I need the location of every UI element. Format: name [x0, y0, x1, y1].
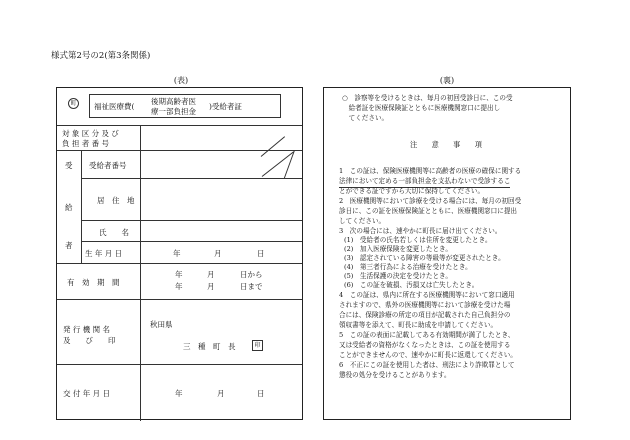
note-line-8: (1) 受給者の氏名若しくは住所を変更したとき。 [344, 236, 492, 244]
issuer-prefecture: 秋田県 [150, 320, 173, 329]
issue-date-label: 交 付 年 月 日 [63, 389, 111, 398]
official-seal-icon: 印 [252, 340, 263, 351]
issue-year: 年 [175, 389, 183, 398]
issuer-label: 発 行 機 関 名 [63, 325, 111, 334]
front-side-label: (表) [173, 76, 189, 85]
intro-line-2: 給者証を医療保険証とともに医療機関窓口に提出し [342, 104, 501, 112]
note-line-7: 3 次の場合には、速やかに町長に届け出てください。 [339, 227, 502, 235]
note-line-16: 合には、保険診療の所定の項目が記載された自己負担分の [339, 311, 511, 319]
note-line-21: 6 不正にこの証を使用した者は、刑法により詐欺罪として [339, 361, 515, 369]
validity-label: 有 効 期 間 [67, 278, 120, 287]
note-line-17: 領収書等を添えて、町長に助成を申請してください。 [339, 321, 498, 329]
target-category-label: 対 象 区 分 及 び [62, 129, 119, 138]
recipient-number-label: 受給者番号 [89, 161, 127, 170]
note-line-15: されますので、県外の医療機関等において診療を受けた場 [339, 301, 511, 309]
form-number: 様式第2号の2(第3条関係) [51, 51, 151, 61]
note-line-10: (3) 認定されている障害の等級等が変更されたとき。 [344, 254, 505, 262]
note-line-5: 診日に、この証を医療保険証とともに、医療機関窓口に提出 [339, 207, 518, 215]
intro-line-1: ○ 診察等を受けるときは、毎月の初回受診日に、この受 [342, 94, 513, 102]
birth-year: 年 [173, 249, 181, 258]
birth-day: 日 [257, 249, 265, 258]
name-label: 氏 名 [99, 228, 129, 237]
front-card [56, 87, 303, 420]
validity-to-year: 年 [175, 282, 183, 291]
recipient-char-3: 者 [65, 241, 73, 250]
recipient-char-1: 受 [65, 161, 73, 170]
note-line-22: 懲役の処分を受けることがあります。 [339, 371, 451, 379]
note-line-4: 2 医療機関等において診療を受ける場合には、毎月の初回受 [339, 197, 522, 205]
validity-from-month: 月 [207, 270, 215, 279]
payer-number-label: 負 担 者 番 号 [62, 139, 110, 148]
back-card [323, 87, 571, 420]
note-line-13: (6) この証を破損、汚損又は亡失したとき。 [344, 281, 479, 289]
notes-title: 注 意 事 項 [410, 140, 482, 149]
card-title-line1: 後期高齢者医 [151, 97, 196, 106]
validity-from-year: 年 [175, 270, 183, 279]
recipient-char-2: 給 [65, 203, 73, 212]
note-line-11: (4) 第三者行為による治療を受けたとき。 [344, 263, 472, 271]
card-title-prefix: 福祉医療費( [94, 102, 135, 111]
note-line-20: ことができませんので、速やかに町長に返還してください。 [339, 351, 517, 359]
address-label: 居 住 地 [97, 196, 135, 205]
intro-line-3: てください。 [342, 114, 389, 122]
municipal-emblem-icon: 町 [68, 98, 79, 109]
validity-to-day: 日まで [240, 282, 263, 291]
back-side-label: (裏) [439, 76, 455, 85]
note-line-6: してください。 [339, 217, 386, 225]
card-title-line2: 療一部負担金 [151, 107, 196, 116]
note-line-14: 4 この証は、県内に所在する医療機関等において窓口適用 [339, 291, 515, 299]
note-line-9: (2) 加入医療保険を変更したとき。 [344, 245, 452, 253]
issuer-seal-label: 及 び 印 [63, 336, 116, 345]
note-line-12: (5) 生活保護の決定を受けたとき。 [344, 272, 452, 280]
card-title-suffix: )受給者証 [209, 102, 242, 111]
validity-to-month: 月 [207, 282, 215, 291]
validity-from-day: 日から [240, 270, 263, 279]
issue-day: 日 [257, 389, 265, 398]
note-line-2: 法律において定める一部負担金を支払わないで受診するこ [339, 177, 510, 188]
issue-month: 月 [217, 389, 225, 398]
note-line-18: 5 この証の表面に記載してある有効期間が満了したとき、 [339, 331, 515, 339]
birthdate-label: 生 年 月 日 [85, 249, 123, 258]
note-line-1: 1 この証は、保険医療機関等に高齢者の医療の確保に関する [339, 167, 522, 175]
issuer-town-mayor: 三 種 町 長 [183, 342, 236, 351]
birth-month: 月 [214, 249, 222, 258]
note-line-3: とができる証ですから大切に保持してください。 [339, 187, 485, 195]
note-line-19: 又は受給者の資格がなくなったときは、この証を使用する [339, 341, 511, 349]
